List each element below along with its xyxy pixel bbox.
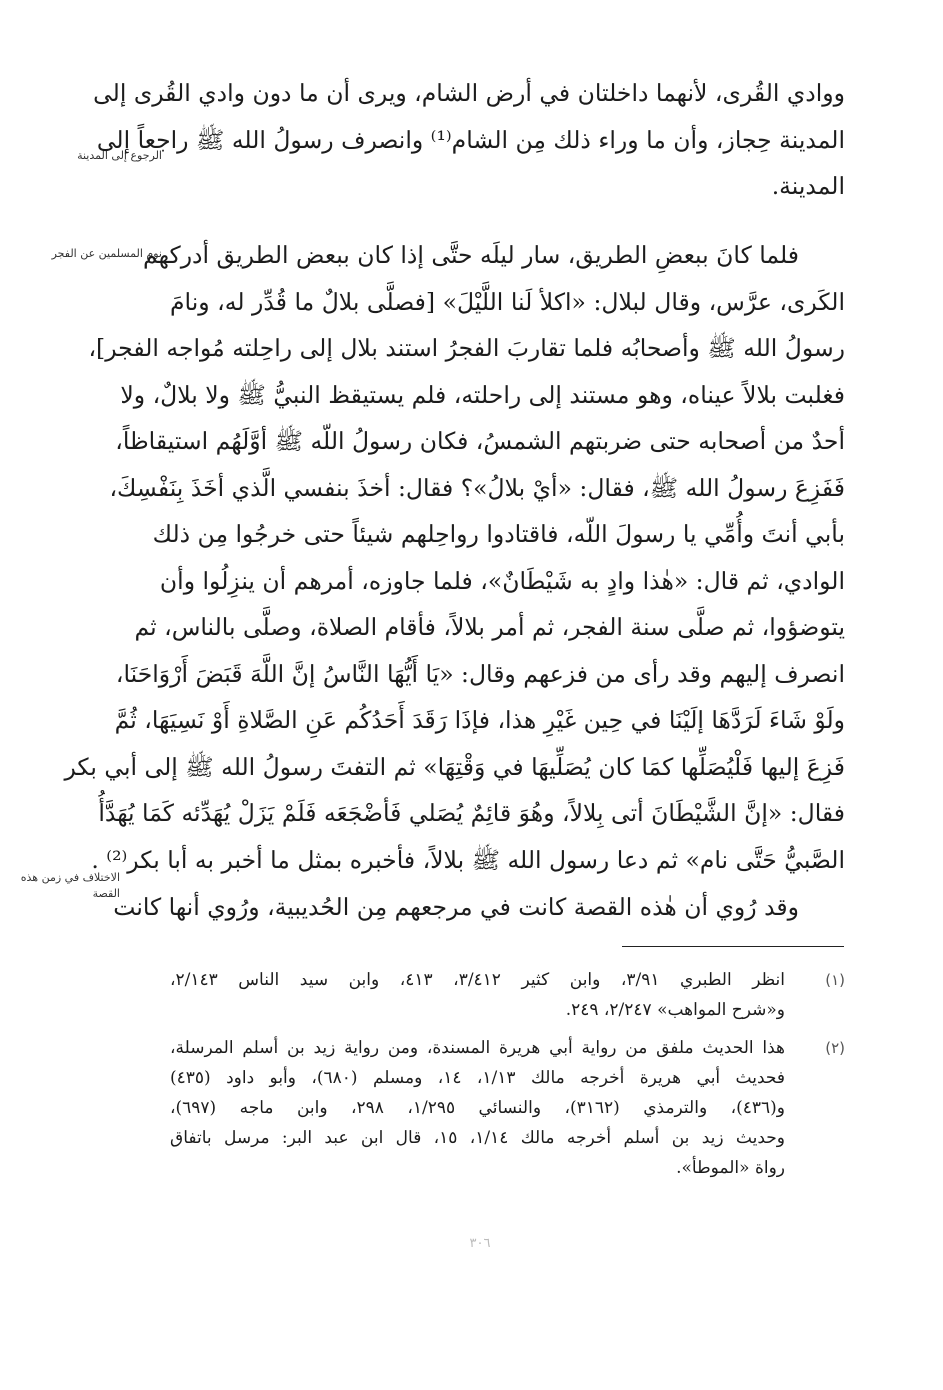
text-line: فلما كانَ ببعضِ الطريق، سار ليلَه حتَّى إذا كان ببعض الطريق أدركهم (143, 241, 799, 269)
text-line: رسولُ الله ﷺ وأصحابُه فلما تقاربَ الفجرُ استند بلال إلى راحِلته مُواجه الفجر]، (88, 334, 845, 362)
text-line: بأبي أنتَ وأُمِّي يا رسولَ اللّه، فاقتادوا رواحِلهم شيئاً حتى خرجُوا مِن ذلك (152, 520, 845, 548)
text-line: ولَوْ شَاءَ لَرَدَّهَا إلَيْنَا في حِين غَيْرِ هذا، فإذَا رَقَدَ أَحَدُكُم عَنِ الصَّلاةِ أَوْ نَسِيَهَا، ثُمَّ (114, 706, 845, 734)
text-line: الوادي، ثم قال: «هٰذا وادٍ به شَيْطَانٌ»، فلما جاوزه، أمرهم أن ينزِلُوا وأن (159, 566, 845, 595)
text-line: فقال: «إنَّ الشَّيْطَانَ أتى بِلالاً، وهُوَ قائِمٌ يُصَلي فَأضْجَعَه فَلَمْ يَزَلْ يُهَدِّئه كَمَا يُهَدَّأُ (98, 799, 845, 827)
footnote-line: انظر الطبري ٣/٩١، وابن كثير ٣/٤١٢، ٤١٣، وابن سيد الناس ٢/١٤٣، (170, 970, 786, 990)
text-line: الكَرى، عرَّس، وقال لبلال: «اكلأ لَنا اللَّيْلَ» [فصلَّى بلالٌ ما قُدِّر له، ونامَ (170, 287, 845, 316)
text-line: فَزِعَ إليها فَلْيُصَلِّها كمَا كان يُصَلِّيهَا في وَقْتِهَا» ثم التفتَ رسولُ الله ﷺ إلى أبي بكر (64, 752, 845, 781)
footnote-line: فحديث أبي هريرة أخرجه مالك ١/١٣، ١٤، ومسلم (٦٨٠)، وأبو داود (٤٣٥) (170, 1068, 785, 1088)
footnote-number: (٢) (825, 1039, 845, 1057)
footnote-separator (622, 946, 844, 947)
footnote-line: هذا الحديث ملفق من رواية أبي هريرة المسندة، ومن رواية زيد بن أسلم المرسلة، (170, 1038, 785, 1058)
text-line: فغلبت بلالاً عيناه، وهو مستند إلى راحلته، فلم يستيقظ النبيُّ ﷺ ولا بلالٌ، ولا (120, 380, 845, 409)
text-line: يتوضؤوا، ثم صلَّى سنة الفجر، ثم أمر بلالاً، فأقام الصلاة، وصلَّى بالناس، ثم (134, 613, 845, 641)
footnote-1 (170, 965, 845, 1025)
margin-note-sleep-through-fajr: نوم المسلمين عن الفجر (51, 247, 162, 260)
footnote-line: وحديث زيد بن أسلم أخرجه مالك ١/١٤، ١٥، قال ابن عبد البر: مرسل باتفاق (170, 1128, 785, 1148)
footnote-line: و(٤٣٦)، والترمذي (٣١٦٢)، والنسائي ١/٢٩٥، ٢٩٨، وابن ماجه (٦٩٧)، (170, 1098, 785, 1118)
text-line: الصَّبيُّ حَتَّى نام» ثم دعا رسول الله ﷺ بلالاً، فأخبره بمثل ما أخبر به أبا بكر⁽²⁾ . (91, 845, 845, 874)
text-line: وقد رُوي أن هٰذه القصة كانت في مرجعهم مِن الحُديبية، ورُوي أنها كانت (113, 893, 799, 921)
text-line: ووادي القُرى، لأنهما داخلتان في أرض الشام، ويرى أن ما دون وادي القُرى إلى (93, 79, 845, 107)
text-line: انصرف إليهم وقد رأى من فزعهم وقال: «يَا أَيُّهَا النَّاسُ إنَّ اللَّهَ قَبَضَ أَرْوَاحَنَا، (115, 659, 845, 688)
footnote-line: رواة «الموطأ». (676, 1158, 785, 1178)
paragraph-3 (113, 884, 845, 931)
margin-note-time-dispute: الاختلاف في زمن هذه القصة (20, 871, 120, 900)
text-line: فَفَزِعَ رسولُ الله ﷺ، فقال: «أيْ بلالُ»؟ فقال: أخذَ بنفسي الَّذي أخَذَ بِنَفْسِكَ، (109, 473, 845, 502)
text-line: المدينة. (771, 172, 845, 200)
text-line: أحدٌ من أصحابه حتى ضربتهم الشمسُ، فكان رسولُ اللّه ﷺ أوَّلَهُم استيقاظاً، (115, 427, 845, 455)
footnote-2 (170, 1033, 845, 1183)
footnote-line: و«شرح المواهب» ٢/٢٤٧، ٢٤٩. (565, 1000, 785, 1020)
margin-note-return-to-medina: الرجوع إلى المدينة (77, 149, 162, 162)
footnotes (170, 965, 845, 1183)
page-number: ٣٠٦ (469, 1236, 491, 1251)
text-line: المدينة حِجاز، وأن ما وراء ذلك مِن الشام⁽¹⁾ وانصرف رسولُ الله ﷺ راجعاً إلى (96, 125, 845, 154)
footnote-number: (١) (825, 971, 845, 989)
